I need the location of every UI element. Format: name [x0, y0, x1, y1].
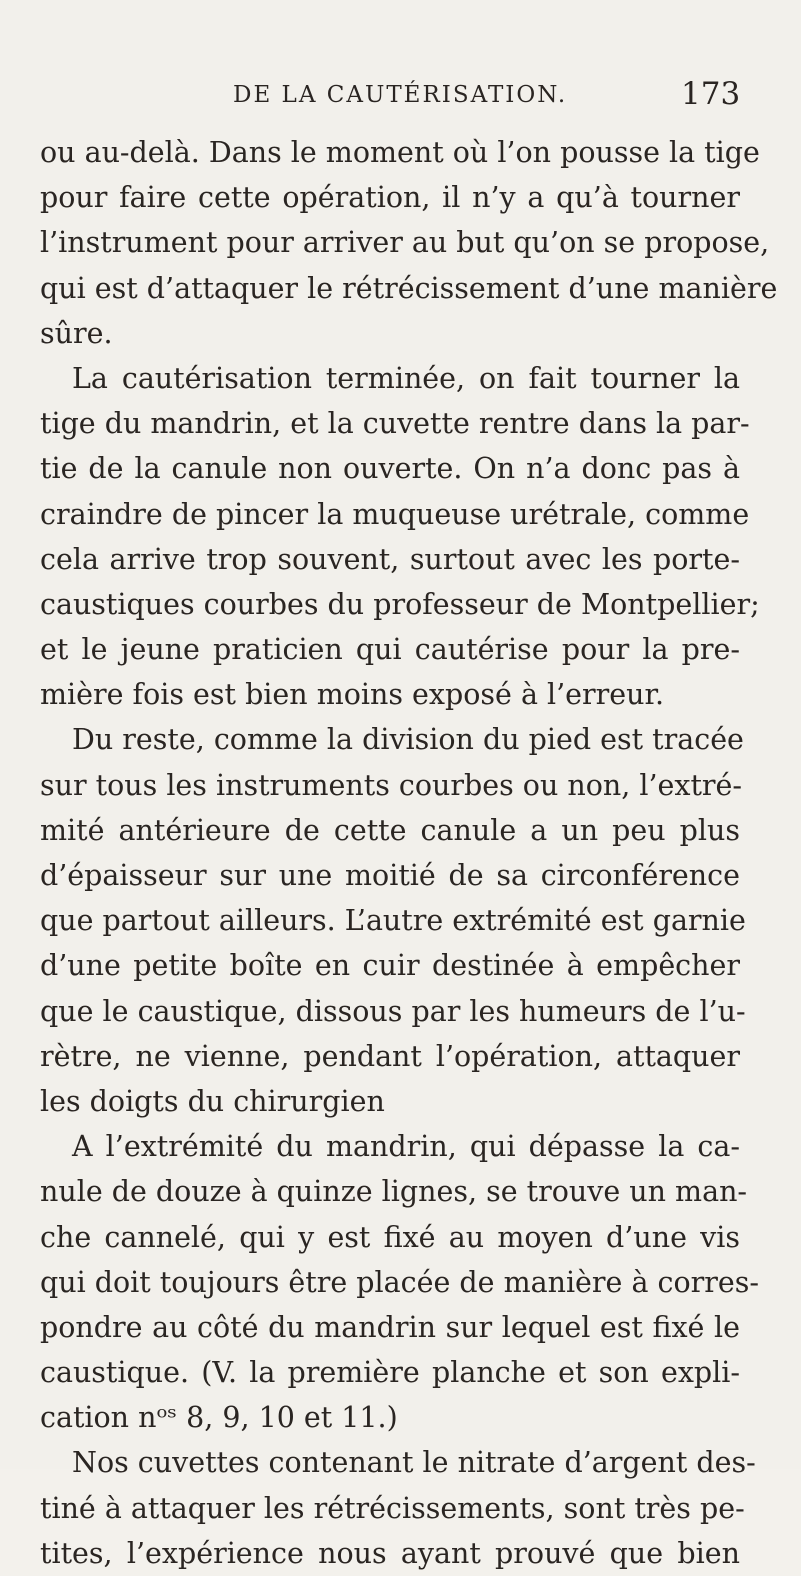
text-line: mière fois est bien moins exposé à l’erreur.: [40, 678, 665, 712]
text-line: qui doit toujours être placée de manière à corres-: [40, 1265, 760, 1299]
text-line: nule de douze à quinze lignes, se trouve un man-: [40, 1175, 748, 1209]
text-line: A l’extrémité du mandrin, qui dépasse la ca-: [72, 1130, 740, 1164]
text-line: cation nᵒˢ 8, 9, 10 et 11.): [40, 1401, 398, 1435]
text-line: que le caustique, dissous par les humeurs de l’u-: [40, 994, 746, 1028]
text-line: che cannelé, qui y est fixé au moyen d’une vis: [40, 1220, 740, 1254]
text-line: sûre.: [40, 316, 113, 350]
text-line: caustiques courbes du professeur de Montpellier;: [40, 587, 760, 621]
text-line: Du reste, comme la division du pied est tracée: [72, 723, 744, 757]
text-line: que partout ailleurs. L’autre extrémité est garnie: [40, 904, 746, 938]
text-line: d’une petite boîte en cuir destinée à empêcher: [40, 949, 740, 983]
text-line: La cautérisation terminée, on fait tourner la: [72, 361, 740, 395]
text-line: d’épaisseur sur une moitié de sa circonférence: [40, 859, 740, 892]
body-text: [40, 130, 778, 1576]
text-line: mité antérieure de cette canule a un peu plus: [40, 813, 740, 847]
text-line: sur tous les instruments courbes ou non, l’extré-: [40, 768, 743, 802]
text-line: tites, l’expérience nous ayant prouvé que bien: [40, 1536, 740, 1570]
text-line: tiné à attaquer les rétrécissements, sont très pe-: [40, 1491, 745, 1525]
text-line: les doigts du chirurgien: [40, 1084, 385, 1118]
text-line: pour faire cette opération, il n’y a qu’à tourner: [40, 181, 740, 215]
text-line: rètre, ne vienne, pendant l’opération, attaquer: [40, 1039, 740, 1073]
running-head: DE LA CAUTÉRISATION.: [233, 82, 568, 108]
text-line: pondre au côté du mandrin sur lequel est fixé le: [40, 1310, 740, 1344]
text-line: craindre de pincer la muqueuse urétrale, comme: [40, 497, 750, 531]
text-line: tie de la canule non ouverte. On n’a donc pas à: [40, 452, 740, 486]
text-line: cela arrive trop souvent, surtout avec les porte-: [40, 542, 740, 576]
text-line: qui est d’attaquer le rétrécissement d’une manière: [40, 271, 778, 305]
text-line: caustique. (V. la première planche et son expli-: [40, 1356, 740, 1390]
text-line: tige du mandrin, et la cuvette rentre dans la par-: [40, 407, 750, 441]
page-number: 173: [681, 76, 741, 112]
text-line: l’instrument pour arriver au but qu’on se propose,: [40, 226, 770, 260]
page-header: [0, 76, 801, 122]
text-line: ou au-delà. Dans le moment où l’on pousse la tige: [40, 136, 760, 169]
text-line: et le jeune praticien qui cautérise pour la pre-: [40, 633, 740, 667]
text-line: Nos cuvettes contenant le nitrate d’argent des-: [72, 1446, 756, 1480]
